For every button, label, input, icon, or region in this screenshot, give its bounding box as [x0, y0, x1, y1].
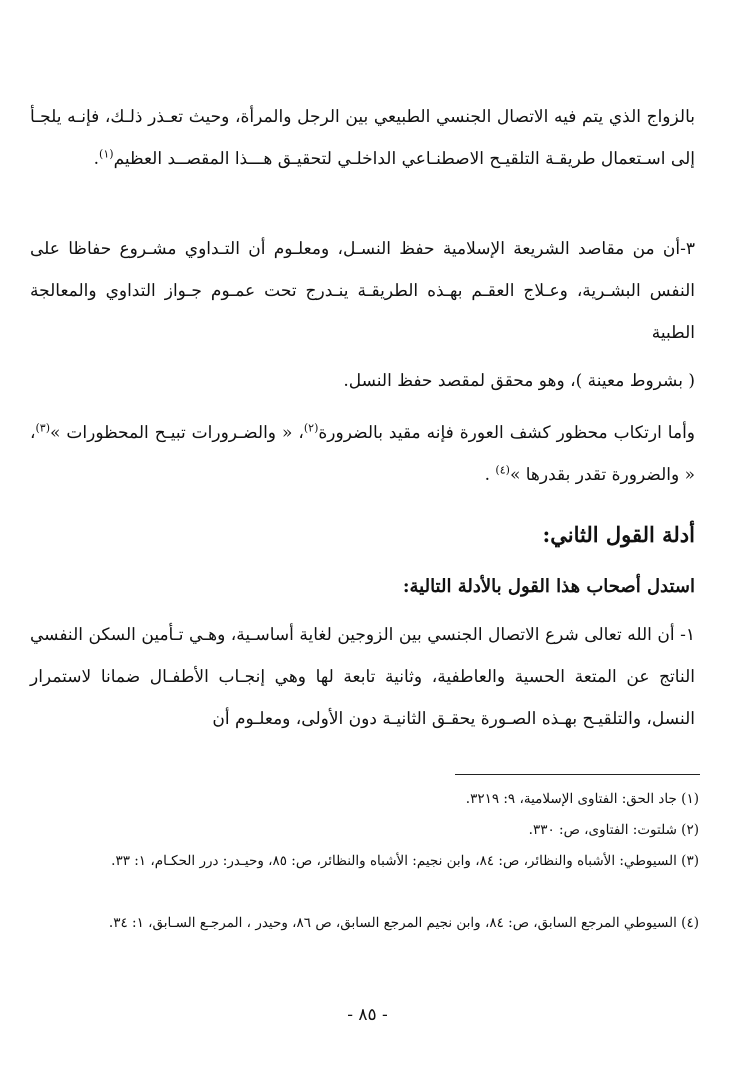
section-heading: أدلة القول الثاني:: [542, 522, 695, 547]
page-number: - ٨٥ -: [347, 1005, 388, 1025]
footnote-2: (٢) شلتوت: الفتاوى، ص: ٣٣٠.: [528, 822, 699, 838]
footnote-3: (٣) السيوطي: الأشباه والنظائر، ص: ٨٤، وابن نجيم: الأشباه والنظائر، ص: ٨٥، وحيـدر: درر الحكـام، ١: ٣٣.: [111, 853, 699, 869]
paragraph-necessity: [30, 412, 695, 496]
footnote-1: (١) جاد الحق: الفتاوى الإسلامية، ٩: ٣٢١٩.: [465, 791, 699, 807]
paragraph-point-3: ٣-أن من مقاصد الشريعة الإسلامية حفظ النسـل، ومعلـوم أن التـداوي مشـروع حفاظا على النفس البشـرية، وعـلاج العقـم بهـذه الطريقـة ينـدرج تحت عمـوم جـواز التداوي والمعالجة الطبية: [30, 239, 695, 343]
footnote-4: (٤) السيوطي المرجع السابق، ص: ٨٤، وابن نجيم المرجع السابق، ص ٨٦، وحيدر ، المرجـع السـابق، ١: ٣٤.: [108, 915, 699, 931]
paragraph-necessity-part3: ، « والضرورة تقدر بقدرها »: [30, 423, 695, 485]
footnote-ref-3[interactable]: (٣): [35, 421, 51, 435]
paragraph-1-tail: .: [93, 149, 100, 169]
paragraph-conditions: ( بشروط معينة )، وهو محقق لمقصد حفظ النسل.: [343, 371, 695, 391]
footnote-ref-4[interactable]: (٤): [495, 463, 510, 477]
subsection-heading: استدل أصحاب هذا القول بالأدلة التالية:: [402, 576, 695, 597]
paragraph-1-text: بالزواج الذي يتم فيه الاتصال الجنسي الطبيعي بين الرجل والمرأة، وحيث تعـذر ذلـك، فإنـه يلجـأ إلى اسـتعمال طريقـة التلقيـح الاصطنـاعي الداخلـي لتحقيـق هـــذا المقصــد العظيم: [30, 107, 695, 169]
paragraph-necessity-tail: .: [484, 465, 496, 485]
paragraph-necessity-part2: ، « والضـرورات تبيـح المحظورات »: [50, 423, 304, 443]
footnote-separator: [455, 774, 700, 775]
footnote-ref-1[interactable]: (١): [99, 147, 114, 161]
paragraph-1: [30, 96, 695, 180]
paragraph-point-1: ١- أن الله تعالى شرع الاتصال الجنسي بين الزوجين لغاية أساسـية، وهـي تـأمين السكن النفسي الناتج عن المتعة الحسية والعاطفية، وثانية تابعة لها وهي إنجـاب الأطفـال ضمانا لاستمرار النسل، والتلقيـح بهـذه الصـورة يحقـق الثانيـة دون الأولى، ومعلـوم أن: [30, 625, 695, 729]
paragraph-necessity-part1: وأما ارتكاب محظور كشف العورة فإنه مقيد بالضرورة: [318, 423, 696, 443]
footnote-ref-2[interactable]: (٢): [303, 421, 319, 435]
